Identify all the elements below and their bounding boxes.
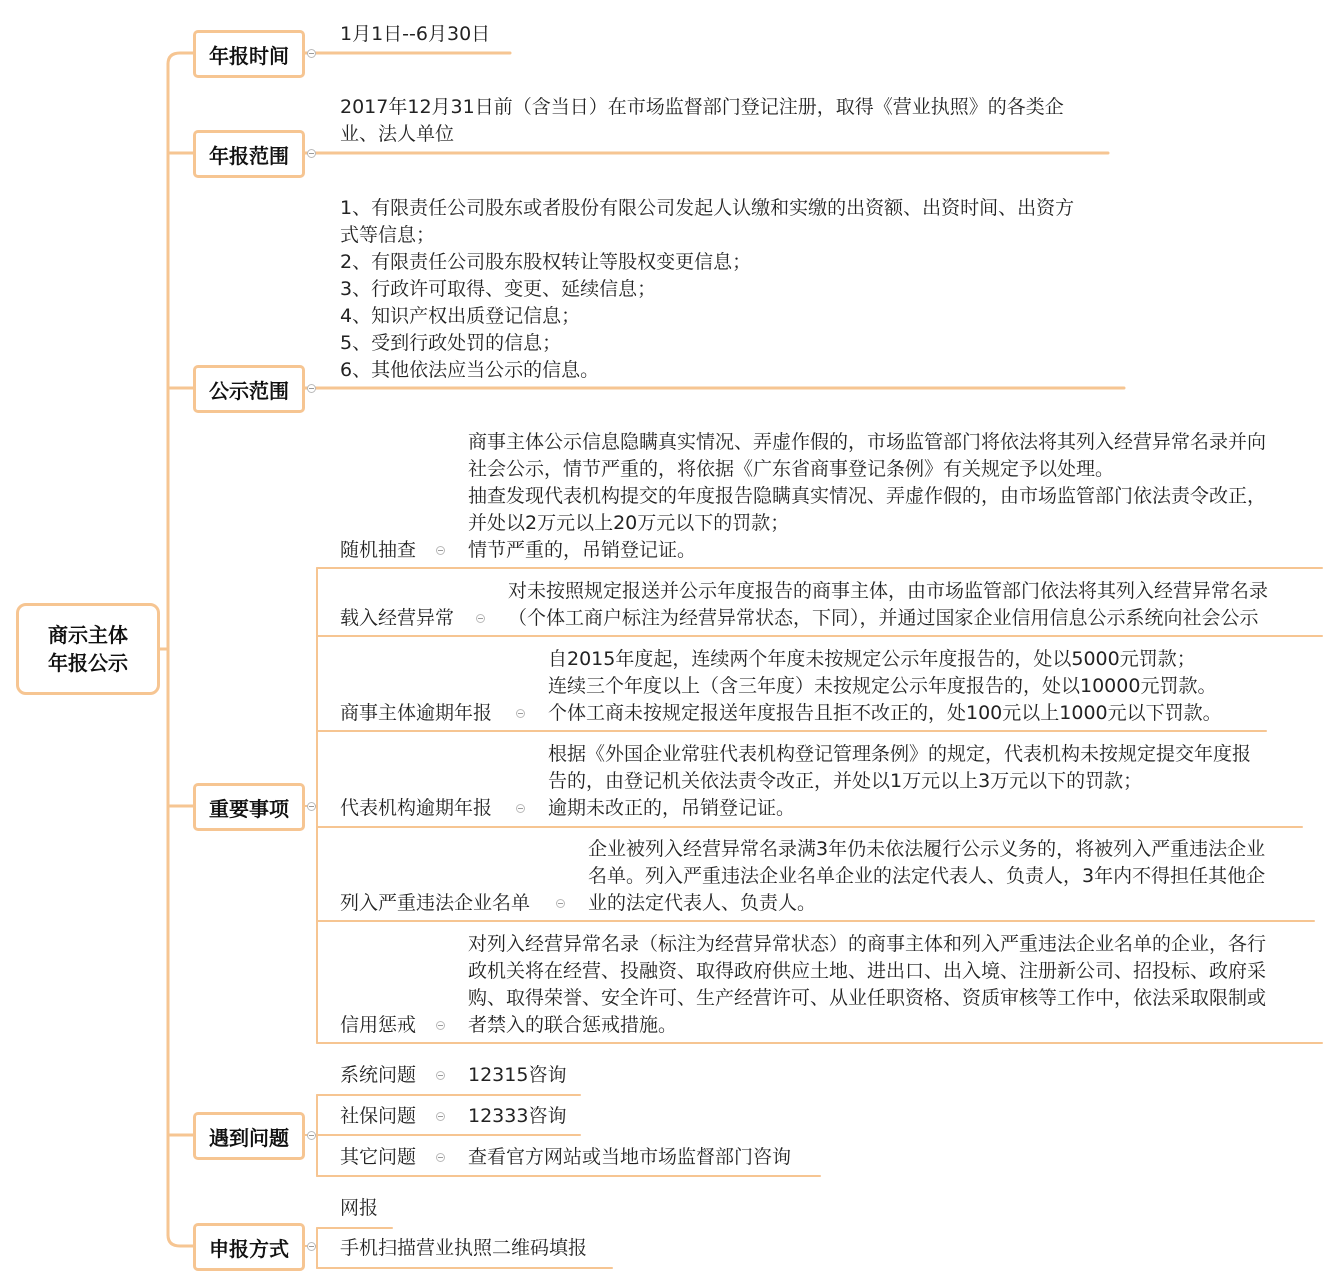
label-other-problem[interactable]: 其它问题: [340, 1146, 417, 1168]
label-system-problem[interactable]: 系统问题: [340, 1064, 417, 1086]
other-problem-value: 查看官方网站或当地市场监督部门咨询: [468, 1146, 792, 1168]
publish-line: 2、有限责任公司股东股权转让等股权变更信息；: [340, 251, 752, 273]
collapse-toggle[interactable]: [307, 49, 316, 58]
root-line-2: 年报公示: [48, 651, 128, 675]
credit-punish-line: 购、取得荣誉、安全许可、生产经营许可、从业任职资格、资质审核等工作中，依法采取限制或: [468, 987, 1267, 1009]
label-overdue-rep[interactable]: 代表机构逾期年报: [340, 797, 493, 819]
collapse-toggle[interactable]: [307, 1242, 316, 1251]
overdue-rep-line: 逾期未改正的，吊销登记证。: [548, 797, 796, 819]
random-check-line: 并处以2万元以上20万元以下的罚款；: [468, 512, 790, 534]
collapse-toggle[interactable]: [307, 802, 316, 811]
root-node[interactable]: [16, 603, 160, 695]
social-problem-value: 12333咨询: [468, 1105, 567, 1127]
apply-online[interactable]: 网报: [340, 1197, 379, 1219]
overdue-rep-line: 告的，由登记机关依法责令改正，并处以1万元以上3万元以下的罚款；: [548, 770, 1143, 792]
collapse-toggle[interactable]: [436, 1153, 445, 1162]
node-label: 重要事项: [209, 796, 289, 821]
node-problems[interactable]: [193, 1112, 305, 1160]
time-text: 1月1日--6月30日: [340, 23, 491, 45]
collapse-toggle[interactable]: [307, 1131, 316, 1140]
random-check-line: 情节严重的，吊销登记证。: [468, 539, 697, 561]
credit-punish-line: 者禁入的联合惩戒措施。: [468, 1014, 678, 1036]
node-important[interactable]: [193, 783, 305, 831]
publish-line: 5、受到行政处罚的信息；: [340, 332, 562, 354]
label-overdue-entity[interactable]: 商事主体逾期年报: [340, 702, 493, 724]
node-label: 年报时间: [209, 43, 289, 68]
overdue-rep-text: [548, 741, 1251, 822]
abnormal-line: （个体工商户标注为经营异常状态，下同），并通过国家企业信用信息公示系统向社会公示: [508, 607, 1259, 629]
publish-line: 式等信息；: [340, 224, 436, 246]
publish-line: 1、有限责任公司股东或者股份有限公司发起人认缴和实缴的出资额、出资时间、出资方: [340, 197, 1075, 219]
collapse-toggle[interactable]: [436, 1112, 445, 1121]
scope-line: 业、法人单位: [340, 123, 455, 145]
label-random-check[interactable]: 随机抽查: [340, 539, 417, 561]
scope-text: [340, 94, 1064, 148]
node-label: 年报范围: [209, 143, 289, 168]
collapse-toggle[interactable]: [516, 709, 525, 718]
credit-punish-line: 政机关将在经营、投融资、取得政府供应土地、进出口、出入境、注册新公司、招投标、政府采: [468, 960, 1267, 982]
overdue-entity-line: 个体工商未按规定报送年度报告且拒不改正的，处100元以上1000元以下罚款。: [548, 702, 1222, 724]
publish-text: [340, 195, 1074, 384]
label-social-problem[interactable]: 社保问题: [340, 1105, 417, 1127]
node-label: 公示范围: [209, 378, 289, 403]
node-nianbao-time[interactable]: [193, 30, 305, 78]
label-abnormal[interactable]: 载入经营异常: [340, 607, 455, 629]
credit-punish-line: 对列入经营异常名录（标注为经营异常状态）的商事主体和列入严重违法企业名单的企业，各行: [468, 933, 1267, 955]
abnormal-text: [508, 578, 1268, 632]
collapse-toggle[interactable]: [436, 546, 445, 555]
scope-line: 2017年12月31日前（含当日）在市场监督部门登记注册，取得《营业执照》的各类企: [340, 96, 1064, 118]
serious-violation-line: 名单。列入严重违法企业名单企业的法定代表人、负责人，3年内不得担任其他企: [588, 865, 1266, 887]
root-line-1: 商示主体: [48, 623, 128, 647]
credit-punish-text: [468, 931, 1266, 1039]
node-gongshi-scope[interactable]: [193, 365, 305, 413]
publish-line: 4、知识产权出质登记信息；: [340, 305, 581, 327]
branch-curve-time: [168, 53, 193, 64]
abnormal-line: 对未按照规定报送并公示年度报告的商事主体，由市场监管部门依法将其列入经营异常名录: [508, 580, 1269, 602]
collapse-toggle[interactable]: [436, 1071, 445, 1080]
random-check-line: 社会公示，情节严重的，将依据《广东省商事登记条例》有关规定予以处理。: [468, 458, 1115, 480]
node-nianbao-scope[interactable]: [193, 130, 305, 178]
random-check-text: [468, 429, 1266, 564]
node-label: 申报方式: [209, 1236, 289, 1261]
collapse-toggle[interactable]: [307, 384, 316, 393]
apply-scan[interactable]: 手机扫描营业执照二维码填报: [340, 1237, 588, 1259]
label-credit-punish[interactable]: 信用惩戒: [340, 1014, 417, 1036]
label-serious-violation[interactable]: 列入严重违法企业名单: [340, 892, 531, 914]
branch-curve-apply: [168, 1235, 193, 1246]
overdue-entity-line: 连续三个年度以上（含三年度）未按规定公示年度报告的，处以10000元罚款。: [548, 675, 1217, 697]
random-check-line: 抽查发现代表机构提交的年度报告隐瞒真实情况、弄虚作假的，由市场监管部门依法责令改正，: [468, 485, 1267, 507]
node-apply[interactable]: [193, 1223, 305, 1271]
publish-line: 3、行政许可取得、变更、延续信息；: [340, 278, 657, 300]
collapse-toggle[interactable]: [307, 149, 316, 158]
node-label: 遇到问题: [209, 1125, 289, 1150]
system-problem-value: 12315咨询: [468, 1064, 567, 1086]
serious-violation-text: [588, 836, 1265, 917]
collapse-toggle[interactable]: [436, 1021, 445, 1030]
serious-violation-line: 企业被列入经营异常名录满3年仍未依法履行公示义务的，将被列入严重违法企业: [588, 838, 1266, 860]
publish-line: 6、其他依法应当公示的信息。: [340, 359, 600, 381]
serious-violation-line: 业的法定代表人、负责人。: [588, 892, 817, 914]
random-check-line: 商事主体公示信息隐瞒真实情况、弄虚作假的，市场监管部门将依法将其列入经营异常名录并向: [468, 431, 1267, 453]
collapse-toggle[interactable]: [556, 899, 565, 908]
overdue-entity-text: [548, 646, 1222, 727]
overdue-entity-line: 自2015年度起，连续两个年度未按规定公示年度报告的，处以5000元罚款；: [548, 648, 1196, 670]
collapse-toggle[interactable]: [516, 804, 525, 813]
overdue-rep-line: 根据《外国企业常驻代表机构登记管理条例》的规定，代表机构未按规定提交年度报: [548, 743, 1252, 765]
collapse-toggle[interactable]: [476, 614, 485, 623]
